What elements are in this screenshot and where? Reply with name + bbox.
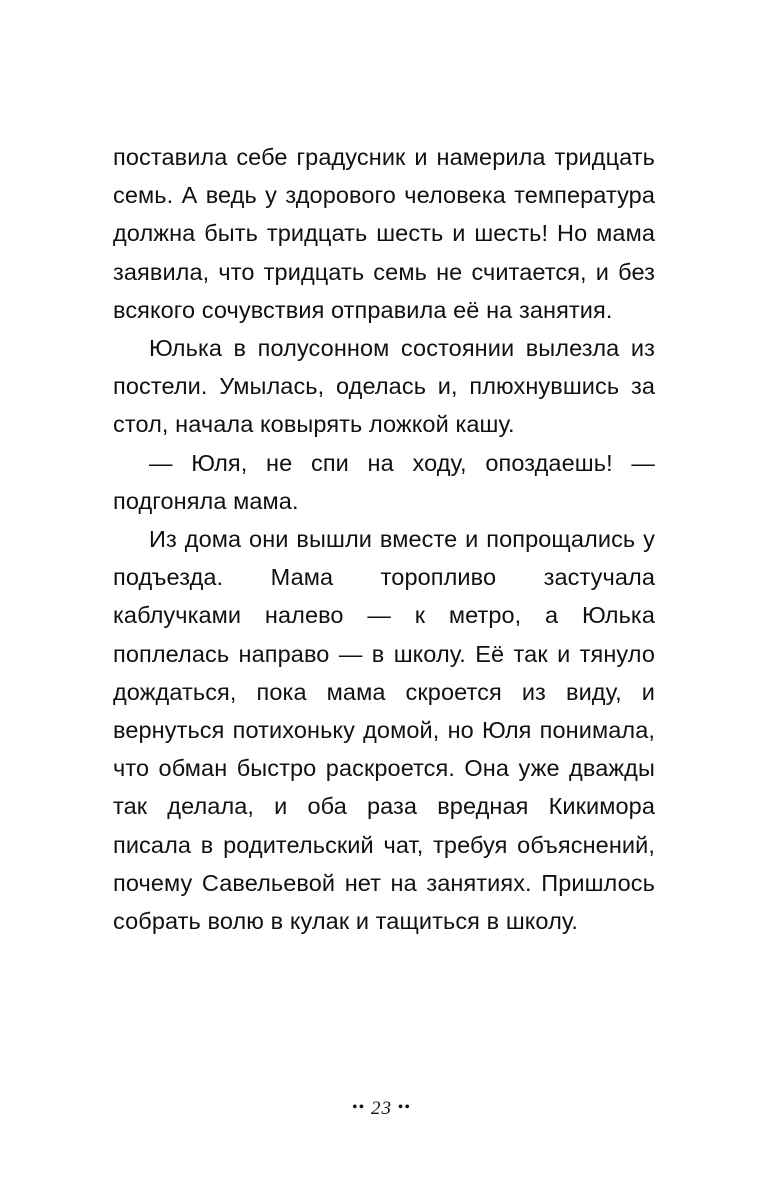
paragraph: поставила себе градусник и намерила тридцать семь. А ведь у здорового человека температура должна быть тридцать шесть и шесть! Но мама заявила, что тридцать семь не считается, и без всякого сочувствия отправила её на занятия. (113, 144, 655, 323)
folio-left-ornament: •• (352, 1099, 366, 1116)
page-number: 23 (371, 1098, 392, 1119)
page-footer (0, 1098, 763, 1120)
paragraph-dialogue: — Юля, не спи на ходу, опоздаешь! — подгоняла мама. (113, 449, 655, 514)
paragraph: Юлька в полусонном состоянии вылезла из постели. Умылась, оделась и, плюхнувшись за стол, начала ковырять ложкой кашу. (113, 335, 655, 438)
folio (352, 1098, 411, 1119)
body-text-column (113, 138, 655, 940)
paragraph: Из дома они вышли вместе и попрощались у подъезда. Мама торопливо застучала каблучками налево — к метро, а Юлька поплелась направо — в школу. Её так и тянуло дождаться, пока мама скроется из виду, и вернуться потихоньку домой, но Юля понимала, что обман быстро раскроется. Она уже дважды так делала, и оба раза вредная Кикимора писала в родительский чат, требуя объяснений, почему Савельевой нет на занятиях. Пришлось собрать волю в кулак и тащиться в школу. (113, 526, 655, 935)
folio-right-ornament: •• (397, 1099, 411, 1116)
